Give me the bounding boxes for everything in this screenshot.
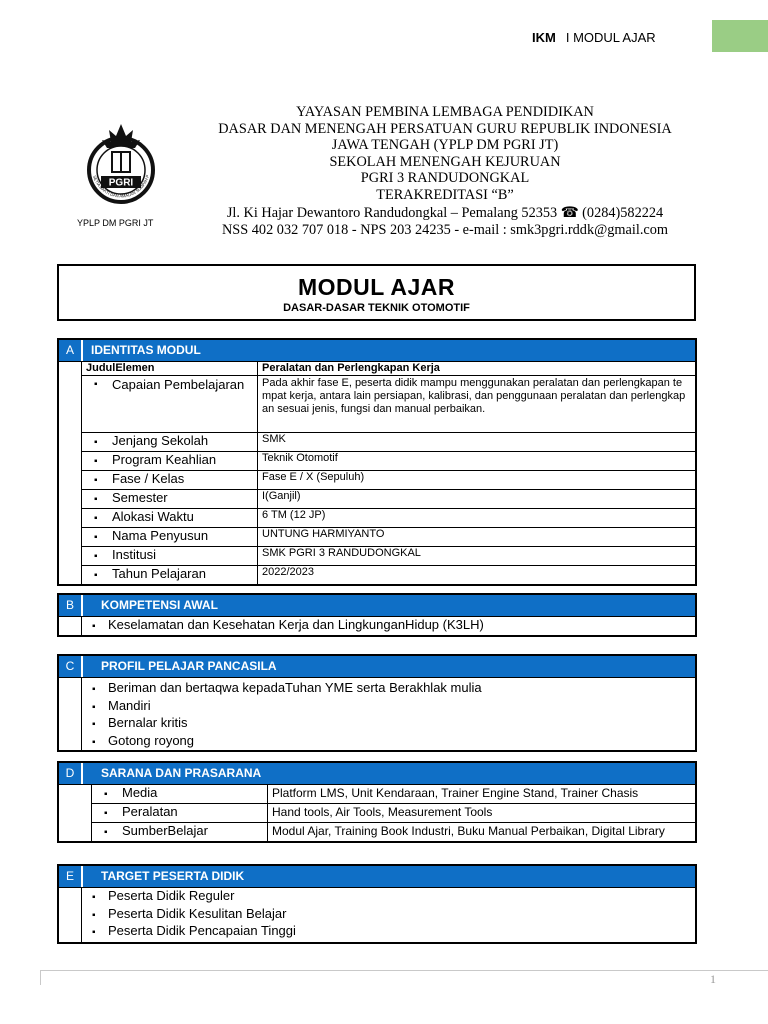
list-item: ▪ Mandiri: [82, 698, 695, 716]
section-title: PROFIL PELAJAR PANCASILA: [83, 656, 695, 677]
logo-caption: YPLP DM PGRI JT: [77, 218, 154, 228]
section-letter: A: [59, 340, 83, 361]
table-row: ▪ Media Platform LMS, Unit Kendaraan, Trainer Engine Stand, Trainer Chasis: [92, 785, 695, 804]
title-box: [57, 264, 696, 321]
page-title: MODUL AJAR: [297, 274, 456, 300]
table-row: ▪ Fase / Kelas Fase E / X (Sepuluh): [82, 471, 695, 490]
table-row: ▪ Program Keahlian Teknik Otomotif: [82, 452, 695, 471]
section-letter: C: [59, 656, 83, 677]
section-letter: B: [59, 595, 83, 616]
header-color-block: [712, 20, 768, 52]
table-row: ▪ Institusi SMK PGRI 3 RANDUDONGKAL: [82, 547, 695, 566]
section-target-peserta-didik: [57, 864, 697, 944]
list-item: ▪ Peserta Didik Pencapaian Tinggi: [82, 923, 695, 941]
section-title: IDENTITAS MODUL: [83, 340, 695, 361]
table-row: ▪ Peralatan Hand tools, Air Tools, Measurement Tools: [92, 804, 695, 823]
ikm-label: IKM: [532, 30, 556, 45]
list-item: ▪ Peserta Didik Kesulitan Belajar: [82, 906, 695, 924]
footer-divider: [40, 970, 768, 985]
list-item: ▪ Bernalar kritis: [82, 715, 695, 733]
table-row: ▪ Tahun Pelajaran 2022/2023: [82, 566, 695, 584]
letterhead: [190, 104, 700, 238]
list-item: ▪ Peserta Didik Reguler: [82, 888, 695, 906]
table-row: ▪ Nama Penyusun UNTUNG HARMIYANTO: [82, 528, 695, 547]
svg-text:PGRI: PGRI: [108, 177, 134, 189]
page-subtitle: DASAR-DASAR TEKNIK OTOMOTIF: [283, 302, 470, 314]
list-item: ▪ Keselamatan dan Kesehatan Kerja dan LingkunganHidup (K3LH): [82, 617, 695, 635]
table-row: ▪ Alokasi Waktu 6 TM (12 JP): [82, 509, 695, 528]
table-row: ▪ Semester I(Ganjil): [82, 490, 695, 509]
section-title: SARANA DAN PRASARANA: [83, 763, 695, 784]
list-item: ▪ Beriman dan bertaqwa kepadaTuhan YME serta Berakhlak mulia: [82, 680, 695, 698]
letterhead-line: TERAKREDITASI “B”: [376, 186, 514, 203]
pgri-logo: [76, 118, 166, 208]
section-letter: D: [59, 763, 83, 784]
letterhead-address: Jl. Ki Hajar Dewantoro Randudongkal – Pemalang 52353 ☎ (0284)582224: [226, 205, 664, 221]
section-identitas-modul: [57, 338, 697, 586]
svg-text:SETIA BAKTI DAN AMALAN SUMPAH: SETIA BAKTI DAN AMALAN SUMPAH P: [92, 174, 151, 199]
modul-ajar-label: I MODUL AJAR: [565, 30, 656, 45]
table-row: ▪ Jenjang Sekolah SMK: [82, 433, 695, 452]
section-kompetensi-awal: [57, 593, 697, 637]
page-number: 1: [710, 972, 716, 986]
letterhead-line: DASAR DAN MENENGAH PERSATUAN GURU REPUBLIK INDONESIA: [218, 120, 672, 137]
letterhead-contact: NSS 402 032 707 018 - NPS 203 24235 - e-mail : smk3pgri.rddk@gmail.com: [221, 221, 669, 238]
phone-number: (0284)582224: [582, 205, 664, 221]
section-title: TARGET PESERTA DIDIK: [83, 866, 695, 887]
letterhead-line: JAWA TENGAH (YPLP DM PGRI JT): [331, 137, 559, 153]
table-row: JudulElemen Peralatan dan Perlengkapan Kerja: [82, 362, 695, 376]
phone-icon: ☎: [560, 205, 579, 221]
table-row: ▪ Capaian Pembelajaran Pada akhir fase E, peserta didik mampu menggunakan peralatan dan perlengkapan tempat kerja, antara lain persiapan, kalibrasi, dan penggunaan peralatan dan perlengkapan sesuai jenis, fungsi dan manual perbaikan.: [82, 376, 695, 433]
letterhead-line: SEKOLAH MENENGAH KEJURUAN: [329, 153, 561, 170]
letterhead-line: YAYASAN PEMBINA LEMBAGA PENDIDIKAN: [296, 104, 594, 120]
list-item: ▪ Gotong royong: [82, 733, 695, 751]
section-title: KOMPETENSI AWAL: [83, 595, 695, 616]
letterhead-line: PGRI 3 RANDUDONGKAL: [360, 170, 530, 186]
table-row: ▪ SumberBelajar Modul Ajar, Training Book Industri, Buku Manual Perbaikan, Digital Library: [92, 823, 695, 841]
section-sarana-prasarana: [57, 761, 697, 843]
document-header: [532, 30, 656, 45]
section-profil-pelajar-pancasila: [57, 654, 697, 752]
section-letter: E: [59, 866, 83, 887]
